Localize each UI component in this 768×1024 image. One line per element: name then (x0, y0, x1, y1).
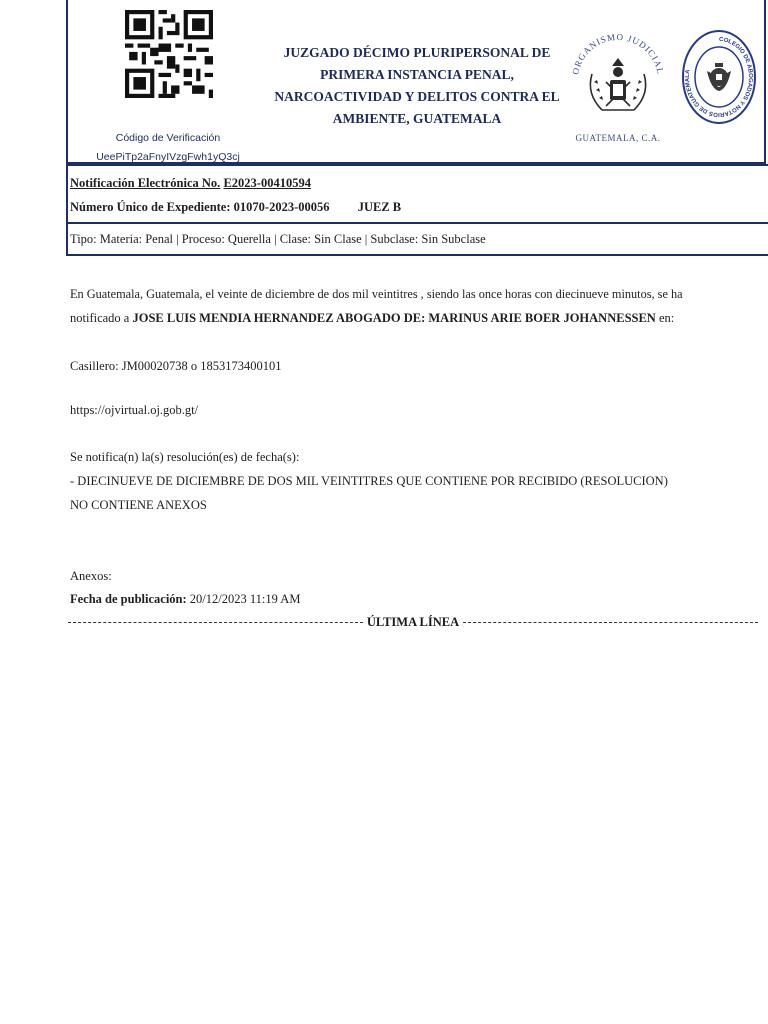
portal-url: https://ojvirtual.oj.gob.gt/ (70, 403, 199, 417)
court-title-line: JUZGADO DÉCIMO PLURIPERSONAL DE (283, 45, 551, 60)
judge-label: JUEZ B (357, 200, 402, 214)
resolution-annex-note: NO CONTIENE ANEXOS (70, 498, 207, 512)
notified-name: JOSE LUIS MENDIA HERNANDEZ ABOGADO DE: MARINUS ARIE BOER JOHANNESSEN (132, 311, 656, 325)
bar-association-seal (681, 27, 757, 127)
expediente-label: Número Único de Expediente: (70, 200, 231, 214)
body-intro-line: En Guatemala, Guatemala, el veinte de diciembre de dos mil veintitres , siendo las once horas con diecinueve minutos, se ha (70, 287, 683, 301)
verification-code-label: Código de Verificación (115, 132, 221, 144)
annexes-label: Anexos: (70, 569, 112, 583)
info-divider (66, 222, 768, 224)
publication-date-value: 20/12/2023 11:19 AM (189, 592, 301, 606)
notification-number-label: Notificación Electrónica No. (70, 176, 221, 190)
court-title-line: PRIMERA INSTANCIA PENAL, (320, 67, 514, 82)
seal-ring-text: COLEGIO DE ABOGADOS Y NOTARIOS DE GUATEMALA (684, 36, 754, 118)
resolutions-label: Se notifica(n) la(s) resolución(es) de fecha(s): (70, 450, 300, 464)
notification-number-row (70, 176, 311, 191)
last-line-label: ÚLTIMA LÍNEA (366, 614, 460, 629)
resolution-item: - DIECINUEVE DE DICIEMBRE DE DOS MIL VEINTITRES QUE CONTIENE POR RECIBIDO (RESOLUCION) (70, 474, 668, 488)
casillero-line: Casillero: JM00020738 o 1853173400101 (70, 359, 282, 373)
court-title-line: NARCOACTIVIDAD Y DELITOS CONTRA EL (274, 89, 560, 104)
seal-caption: GUATEMALA, C.A. (575, 133, 661, 143)
judicial-seal (566, 22, 670, 126)
expediente-row (70, 200, 401, 215)
notified-suffix: en: (658, 311, 675, 325)
verification-code: UeePiTp2aFnyIVzgFwh1yQ3cj (96, 151, 240, 163)
publication-date-row (70, 592, 300, 607)
publication-date-label: Fecha de publicación: (70, 592, 187, 606)
notified-prefix: notificado a (70, 311, 130, 325)
last-line-separator (68, 614, 758, 630)
expediente-value: 01070-2023-00056 (233, 200, 330, 214)
court-title (262, 42, 572, 130)
case-type-line: Tipo: Materia: Penal | Proceso: Querella | Clase: Sin Clase | Subclase: Sin Subclase (70, 232, 486, 246)
dash-segment-left (68, 622, 363, 623)
court-title-line: AMBIENTE, GUATEMALA (332, 111, 502, 126)
notification-number-value: E2023-00410594 (223, 176, 311, 190)
notified-party-row (70, 311, 674, 326)
seal-arc-text: ORGANISMO JUDICIAL (570, 31, 666, 76)
dash-segment-right (463, 622, 758, 623)
qr-code (125, 10, 213, 98)
